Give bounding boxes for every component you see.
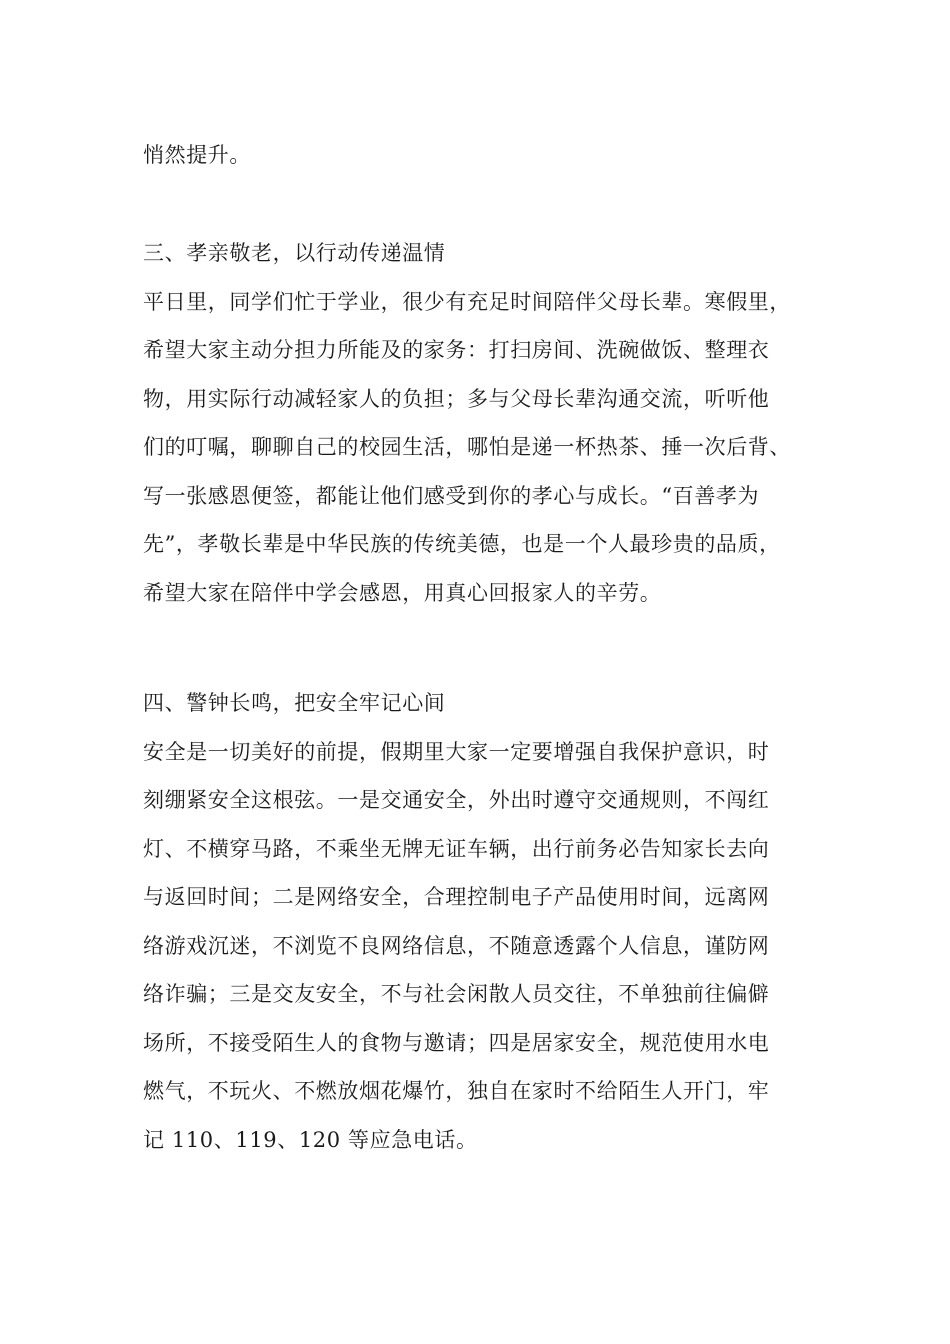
paragraph-line: 希望大家在陪伴中学会感恩，用真心回报家人的辛劳。 — [143, 580, 662, 605]
paragraph-line: 与返回时间；二是网络安全，合理控制电子产品使用时间，远离网 — [143, 885, 770, 909]
paragraph-line: 先”，孝敬长辈是中华民族的传统美德，也是一个人最珍贵的品质， — [143, 532, 781, 556]
section-3 — [143, 229, 843, 617]
paragraph-line: 物，用实际行动减轻家人的负担；多与父母长辈沟通交流，听听他 — [143, 386, 770, 411]
paragraph-line: 络诈骗；三是交友安全，不与社会闲散人员交往，不单独前往偏僻 — [143, 982, 770, 1006]
paragraph-line: 燃气，不玩火、不燃放烟花爆竹，独自在家时不给陌生人开门，牢 — [143, 1079, 770, 1103]
paragraph-line: 络游戏沉迷，不浏览不良网络信息，不随意透露个人信息，谨防网 — [143, 933, 770, 958]
paragraph-line: 们的叮嘱，聊聊自己的校园生活，哪怕是递一杯热茶、捶一次后背、 — [143, 435, 791, 459]
paragraph-line: 记 110、119、120 等应急电话。 — [143, 1127, 478, 1152]
intro-paragraph — [143, 131, 843, 180]
section-4 — [143, 679, 843, 1164]
paragraph-line: 平日里，同学们忙于学业，很少有充足时间陪伴父母长辈。寒假里， — [143, 289, 791, 314]
paragraph-line: 希望大家主动分担力所能及的家务：打扫房间、洗碗做饭、整理衣 — [143, 338, 770, 362]
paragraph-line: 悄然提升。 — [143, 143, 251, 167]
section-heading: 三、孝亲敬老，以行动传递温情 — [143, 241, 446, 265]
section-heading: 四、警钟长鸣，把安全牢记心间 — [143, 691, 446, 715]
paragraph-line: 刻绷紧安全这根弦。一是交通安全，外出时遵守交通规则，不闯红 — [143, 788, 770, 812]
paragraph-line: 安全是一切美好的前提，假期里大家一定要增强自我保护意识，时 — [143, 739, 770, 764]
paragraph-line: 场所，不接受陌生人的食物与邀请；四是居家安全，规范使用水电 — [143, 1030, 770, 1055]
paragraph-line: 灯、不横穿马路，不乘坐无牌无证车辆，出行前务必告知家长去向 — [143, 836, 770, 861]
paragraph-line: 写一张感恩便签，都能让他们感受到你的孝心与成长。“百善孝为 — [143, 483, 760, 508]
